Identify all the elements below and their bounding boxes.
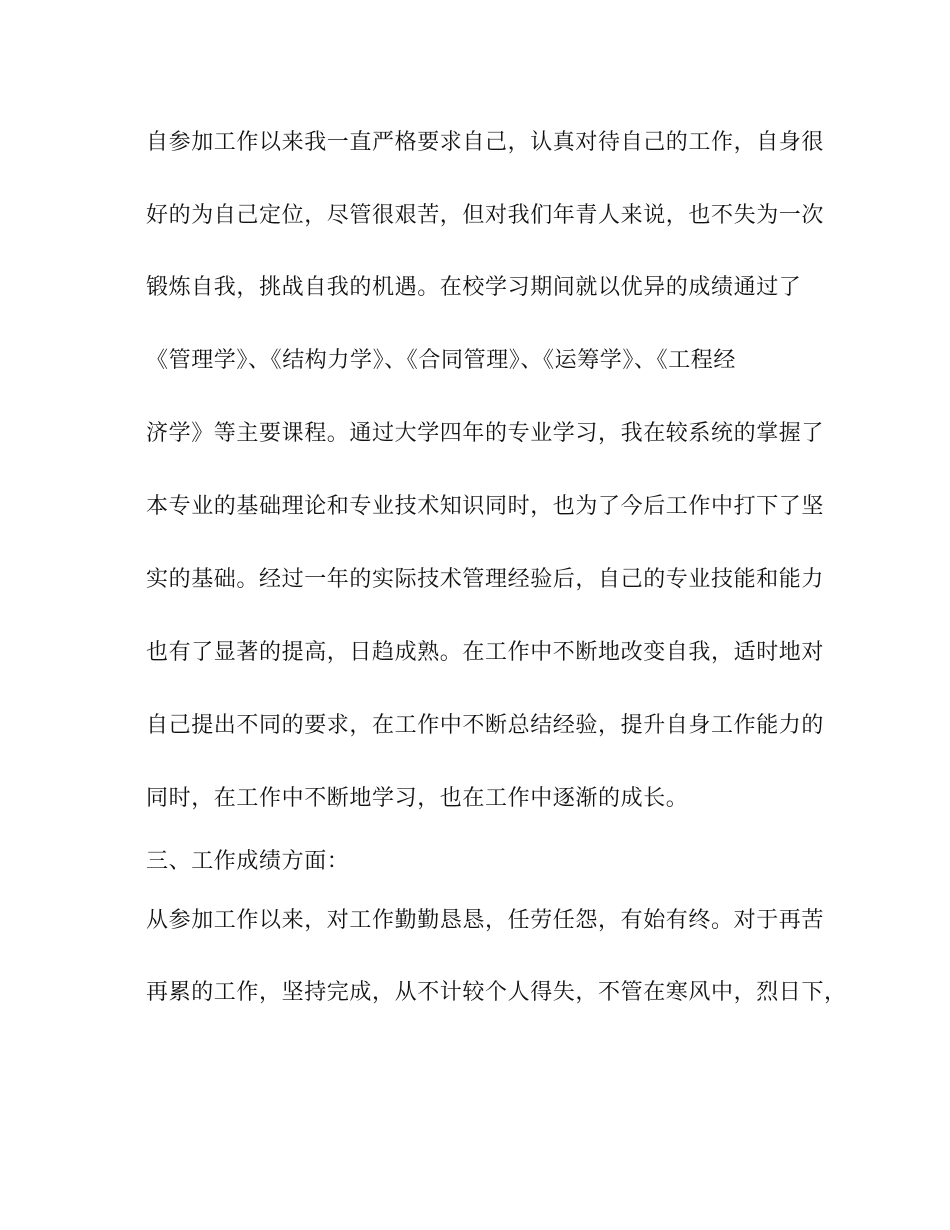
paragraph-line: 从参加工作以来，对工作勤勤恳恳，任劳任怨，有始有终。对于再苦: [146, 908, 825, 933]
paragraph-line: 自参加工作以来我一直严格要求自己，认真对待自己的工作，自身很: [146, 130, 825, 155]
paragraph-line: 好的为自己定位，尽管很艰苦，但对我们年青人来说，也不失为一次: [146, 203, 825, 228]
section-heading: 三、工作成绩方面：: [146, 849, 350, 874]
paragraph-line: 本专业的基础理论和专业技术知识同时，也为了今后工作中打下了坚: [146, 494, 825, 519]
paragraph-line: 《管理学》、《结构力学》、《合同管理》、《运筹学》、《工程经: [146, 348, 737, 373]
paragraph-line: 自己提出不同的要求，在工作中不断总结经验，提升自身工作能力的: [146, 713, 825, 738]
paragraph-line: 锻炼自我，挑战自我的机遇。在校学习期间就以优异的成绩通过了: [146, 275, 802, 300]
paragraph-line: 同时，在工作中不断地学习，也在工作中逐渐的成长。: [146, 786, 689, 811]
paragraph-line: 再累的工作，坚持完成，从不计较个人得失，不管在寒风中，烈日下，: [146, 980, 847, 1005]
paragraph-line: 也有了显著的提高，日趋成熟。在工作中不断地改变自我，适时地对: [146, 640, 825, 665]
paragraph-line: 济学》等主要课程。通过大学四年的专业学习，我在较系统的掌握了: [146, 421, 825, 446]
paragraph-line: 实的基础。经过一年的实际技术管理经验后，自己的专业技能和能力: [146, 567, 825, 592]
